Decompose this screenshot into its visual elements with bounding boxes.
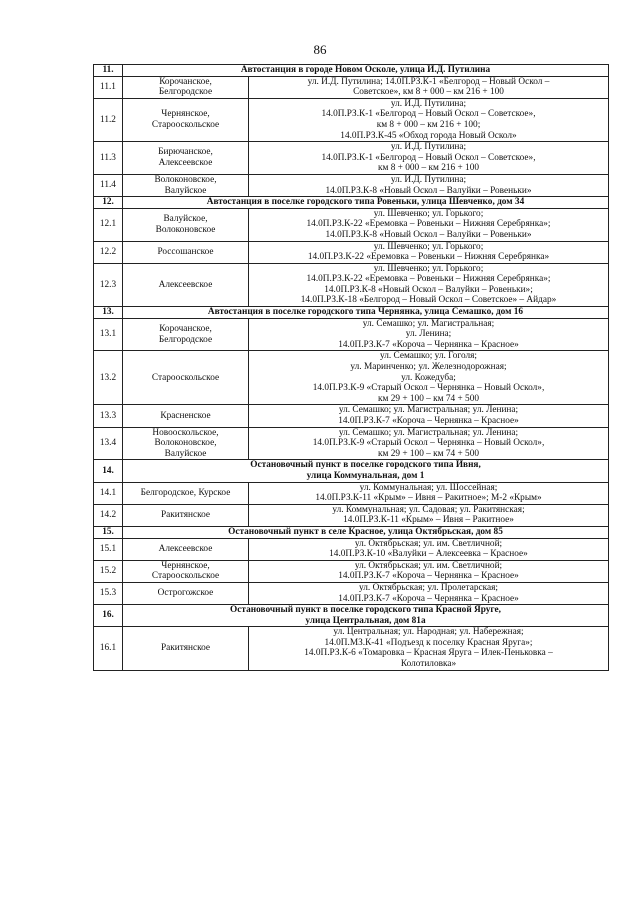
route-line: 14.0П.РЗ.К-1 «Белгород – Новый Оскол – Советское», <box>321 152 536 163</box>
route-cell <box>249 560 609 582</box>
district-cell <box>123 627 249 670</box>
route-cell <box>249 405 609 427</box>
route-line: ул. Семашко; ул. Магистральная; ул. Ленина; <box>338 405 519 416</box>
route-line: ул. Семашко; ул. Магистральная; <box>362 318 495 329</box>
row-number: 13.3 <box>94 405 123 427</box>
route-cell <box>249 318 609 351</box>
district-cell <box>123 538 249 560</box>
section-title-line: Автостанция в поселке городского типа Чернянка, улица Семашко, дом 16 <box>207 307 524 318</box>
route-line: 14.0П.РЗ.К-7 «Короча – Чернянка – Красное» <box>338 593 519 604</box>
district-line: Острогожское <box>157 588 214 599</box>
route-line: 14.0П.РЗ.К-1 «Белгород – Новый Оскол – Советское», <box>321 109 536 120</box>
row-number: 12.3 <box>94 263 123 306</box>
district-line: Алексеевское <box>158 279 213 290</box>
district-line: Белгородское <box>158 87 213 98</box>
section-number: 13. <box>94 307 123 319</box>
table-row <box>94 263 609 306</box>
route-line: 14.0П.РЗ.К-11 «Крым» – Ивня – Ракитное»; М-2 «Крым» <box>315 493 542 504</box>
route-line: ул. Коммунальная; ул. Шоссейная; <box>359 482 498 493</box>
district-cell <box>123 504 249 526</box>
route-cell <box>249 538 609 560</box>
district-line: Валуйское, <box>163 214 208 225</box>
district-line: Белгородское <box>158 334 213 345</box>
route-line: ул. Шевченко; ул. Горького; <box>373 241 484 252</box>
district-line: Бирючанское, <box>158 147 213 158</box>
table-row <box>94 405 609 427</box>
table-row <box>94 427 609 460</box>
district-cell <box>123 142 249 175</box>
district-cell <box>123 98 249 141</box>
table-row <box>94 504 609 526</box>
district-line: Волоконовское <box>155 224 216 235</box>
district-line: Алексеевское <box>158 543 213 554</box>
route-line: 14.0П.РЗ.К-6 «Томаровка – Красная Яруга – Илек-Пеньковка – <box>304 648 553 659</box>
route-line: ул. Маринченко; ул. Железнодорожная; <box>350 362 507 373</box>
row-number: 15.3 <box>94 582 123 604</box>
district-cell <box>123 208 249 241</box>
section-title-line: Остановочный пункт в поселке городского типа Красной Яруге, <box>230 605 501 616</box>
table-row <box>94 208 609 241</box>
table-row <box>94 538 609 560</box>
section-header-row <box>94 460 609 482</box>
routes-table-body <box>94 65 609 671</box>
route-cell <box>249 482 609 504</box>
section-title-line: Автостанция в поселке городского типа Ровеньки, улица Шевченко, дом 34 <box>206 197 525 208</box>
section-title <box>123 197 609 209</box>
district-line: Новооскольское, <box>152 427 219 438</box>
section-header-row <box>94 307 609 319</box>
section-number: 14. <box>94 460 123 482</box>
route-cell <box>249 582 609 604</box>
row-number: 15.2 <box>94 560 123 582</box>
district-line: Старооскольское <box>151 571 220 582</box>
row-number: 11.1 <box>94 76 123 98</box>
table-row <box>94 627 609 670</box>
district-line: Корочанское, <box>159 323 212 334</box>
district-cell <box>123 405 249 427</box>
district-line: Валуйское <box>164 185 207 196</box>
route-line: 14.0П.РЗ.К-18 «Белгород – Новый Оскол – Советское» – Айдар» <box>300 295 557 306</box>
district-cell <box>123 482 249 504</box>
section-number: 11. <box>94 65 123 77</box>
section-header-row <box>94 605 609 627</box>
district-cell <box>123 263 249 306</box>
section-number: 12. <box>94 197 123 209</box>
routes-table <box>93 64 609 671</box>
district-line: Валуйское <box>164 448 207 459</box>
route-line: км 8 + 000 – км 216 + 100; <box>376 119 481 130</box>
section-title-line: Автостанция в городе Новом Осколе, улица И.Д. Путилина <box>240 65 491 75</box>
table-row <box>94 142 609 175</box>
row-number: 16.1 <box>94 627 123 670</box>
district-cell <box>123 174 249 196</box>
route-cell <box>249 627 609 670</box>
section-title-line: улица Центральная, дом 81а <box>305 615 426 626</box>
table-row <box>94 351 609 405</box>
district-line: Волоконовское, <box>154 174 217 185</box>
district-cell <box>123 318 249 351</box>
table-row <box>94 482 609 504</box>
route-line: ул. Коммунальная; ул. Садовая; ул. Ракитянская; <box>332 504 525 515</box>
route-line: ул. И.Д. Путилина; <box>390 174 467 185</box>
section-header-row <box>94 526 609 538</box>
route-line: ул. Кожедуба; <box>401 372 456 383</box>
route-cell <box>249 263 609 306</box>
route-line: Колотиловка» <box>400 659 457 670</box>
table-row <box>94 76 609 98</box>
district-line: Корочанское, <box>159 76 212 87</box>
section-number: 16. <box>94 605 123 627</box>
section-title <box>123 460 609 482</box>
route-line: 14.0П.РЗ.К-9 «Старый Оскол – Чернянка – Новый Оскол», <box>312 438 545 449</box>
district-cell <box>123 560 249 582</box>
district-line: Старооскольское <box>151 372 220 383</box>
table-row <box>94 98 609 141</box>
section-title <box>123 307 609 319</box>
section-title-line: улица Коммунальная, дом 1 <box>306 470 425 481</box>
district-cell <box>123 427 249 460</box>
section-title <box>123 605 609 627</box>
route-line: км 29 + 100 – км 74 + 500 <box>377 393 479 404</box>
route-cell <box>249 241 609 263</box>
district-line: Старооскольское <box>151 119 220 130</box>
row-number: 12.2 <box>94 241 123 263</box>
district-line: Волоконовское, <box>154 438 217 449</box>
row-number: 12.1 <box>94 208 123 241</box>
row-number: 15.1 <box>94 538 123 560</box>
route-line: 14.0П.РЗ.К-45 «Обход города Новый Оскол» <box>340 130 517 141</box>
route-line: 14.0П.РЗ.К-8 «Новый Оскол – Валуйки – Ровеньки» <box>325 229 532 240</box>
page-number: 86 <box>313 42 327 57</box>
route-line: км 8 + 000 – км 216 + 100 <box>377 163 479 174</box>
route-line: 14.0П.РЗ.К-22 «Еремовка – Ровеньки – Нижняя Серебрянка»; <box>306 274 551 285</box>
district-cell <box>123 76 249 98</box>
district-line: Белгородское, Курское <box>140 487 231 498</box>
route-line: 14.0П.РЗ.К-22 «Еремовка – Ровеньки – Нижняя Серебрянка»; <box>306 219 551 230</box>
route-line: 14.0П.МЗ.К-41 «Подъезд к поселку Красная Яруга»; <box>324 637 533 648</box>
district-cell <box>123 351 249 405</box>
row-number: 13.1 <box>94 318 123 351</box>
route-line: ул. Октябрьская; ул. им. Светличной; <box>354 560 503 571</box>
table-row <box>94 241 609 263</box>
district-line: Красненское <box>160 410 211 421</box>
route-line: Советское», км 8 + 000 – км 216 + 100 <box>353 87 504 98</box>
route-line: 14.0П.РЗ.К-8 «Новый Оскол – Валуйки – Ровеньки»; <box>324 284 533 295</box>
row-number: 13.2 <box>94 351 123 405</box>
district-line: Ракитянское <box>160 510 211 521</box>
route-line: 14.0П.РЗ.К-7 «Короча – Чернянка – Красное» <box>338 571 519 582</box>
route-line: ул. Шевченко; ул. Горького; <box>373 208 484 219</box>
row-number: 11.3 <box>94 142 123 175</box>
section-number: 15. <box>94 526 123 538</box>
route-cell <box>249 174 609 196</box>
route-line: ул. И.Д. Путилина; 14.0П.РЗ.К-1 «Белгород – Новый Оскол – <box>307 76 550 87</box>
route-line: 14.0П.РЗ.К-10 «Валуйки – Алексеевка – Красное» <box>329 549 528 560</box>
route-line: ул. Октябрьская; ул. Пролетарская; <box>359 582 498 593</box>
row-number: 13.4 <box>94 427 123 460</box>
table-row <box>94 560 609 582</box>
route-line: ул. Шевченко; ул. Горького; <box>373 263 484 274</box>
route-line: ул. Семашко; ул. Магистральная; ул. Ленина; <box>338 427 519 438</box>
route-line: 14.0П.РЗ.К-7 «Короча – Чернянка – Красное» <box>338 416 519 426</box>
section-title <box>123 65 609 77</box>
route-line: ул. И.Д. Путилина; <box>390 98 467 109</box>
route-line: 14.0П.РЗ.К-22 «Еремовка – Ровеньки – Нижняя Серебрянка» <box>307 252 550 263</box>
route-cell <box>249 76 609 98</box>
district-line: Чернянское, <box>161 560 210 571</box>
route-line: 14.0П.РЗ.К-8 «Новый Оскол – Валуйки – Ровеньки» <box>325 185 532 196</box>
row-number: 14.1 <box>94 482 123 504</box>
route-cell <box>249 98 609 141</box>
district-line: Россошанское <box>157 246 214 257</box>
route-line: ул. Центральная; ул. Народная; ул. Набережная; <box>333 627 524 638</box>
section-title <box>123 526 609 538</box>
district-line: Ракитянское <box>160 643 211 654</box>
district-line: Чернянское, <box>161 109 210 120</box>
route-cell <box>249 142 609 175</box>
route-line: ул. Октябрьская; ул. им. Светличной; <box>354 538 503 549</box>
row-number: 11.2 <box>94 98 123 141</box>
district-line: Алексеевское <box>158 158 213 169</box>
table-row <box>94 582 609 604</box>
district-cell <box>123 582 249 604</box>
table-row <box>94 174 609 196</box>
district-cell <box>123 241 249 263</box>
route-line: 14.0П.РЗ.К-9 «Старый Оскол – Чернянка – Новый Оскол», <box>312 383 545 394</box>
route-line: 14.0П.РЗ.К-7 «Короча – Чернянка – Красное» <box>338 339 519 350</box>
route-cell <box>249 427 609 460</box>
route-line: 14.0П.РЗ.К-11 «Крым» – Ивня – Ракитное» <box>343 515 514 526</box>
table-row <box>94 318 609 351</box>
row-number: 14.2 <box>94 504 123 526</box>
route-cell <box>249 504 609 526</box>
section-title-line: Остановочный пункт в поселке городского типа Ивня, <box>250 460 481 471</box>
route-cell <box>249 208 609 241</box>
row-number: 11.4 <box>94 174 123 196</box>
route-line: ул. Ленина; <box>405 329 452 340</box>
section-title-line: Остановочный пункт в селе Красное, улица Октябрьская, дом 85 <box>228 526 503 537</box>
route-line: ул. И.Д. Путилина; <box>390 142 467 153</box>
route-line: ул. Семашко; ул. Гоголя; <box>379 351 477 362</box>
section-header-row <box>94 197 609 209</box>
route-cell <box>249 351 609 405</box>
route-line: км 29 + 100 – км 74 + 500 <box>377 448 479 459</box>
section-header-row <box>94 65 609 77</box>
